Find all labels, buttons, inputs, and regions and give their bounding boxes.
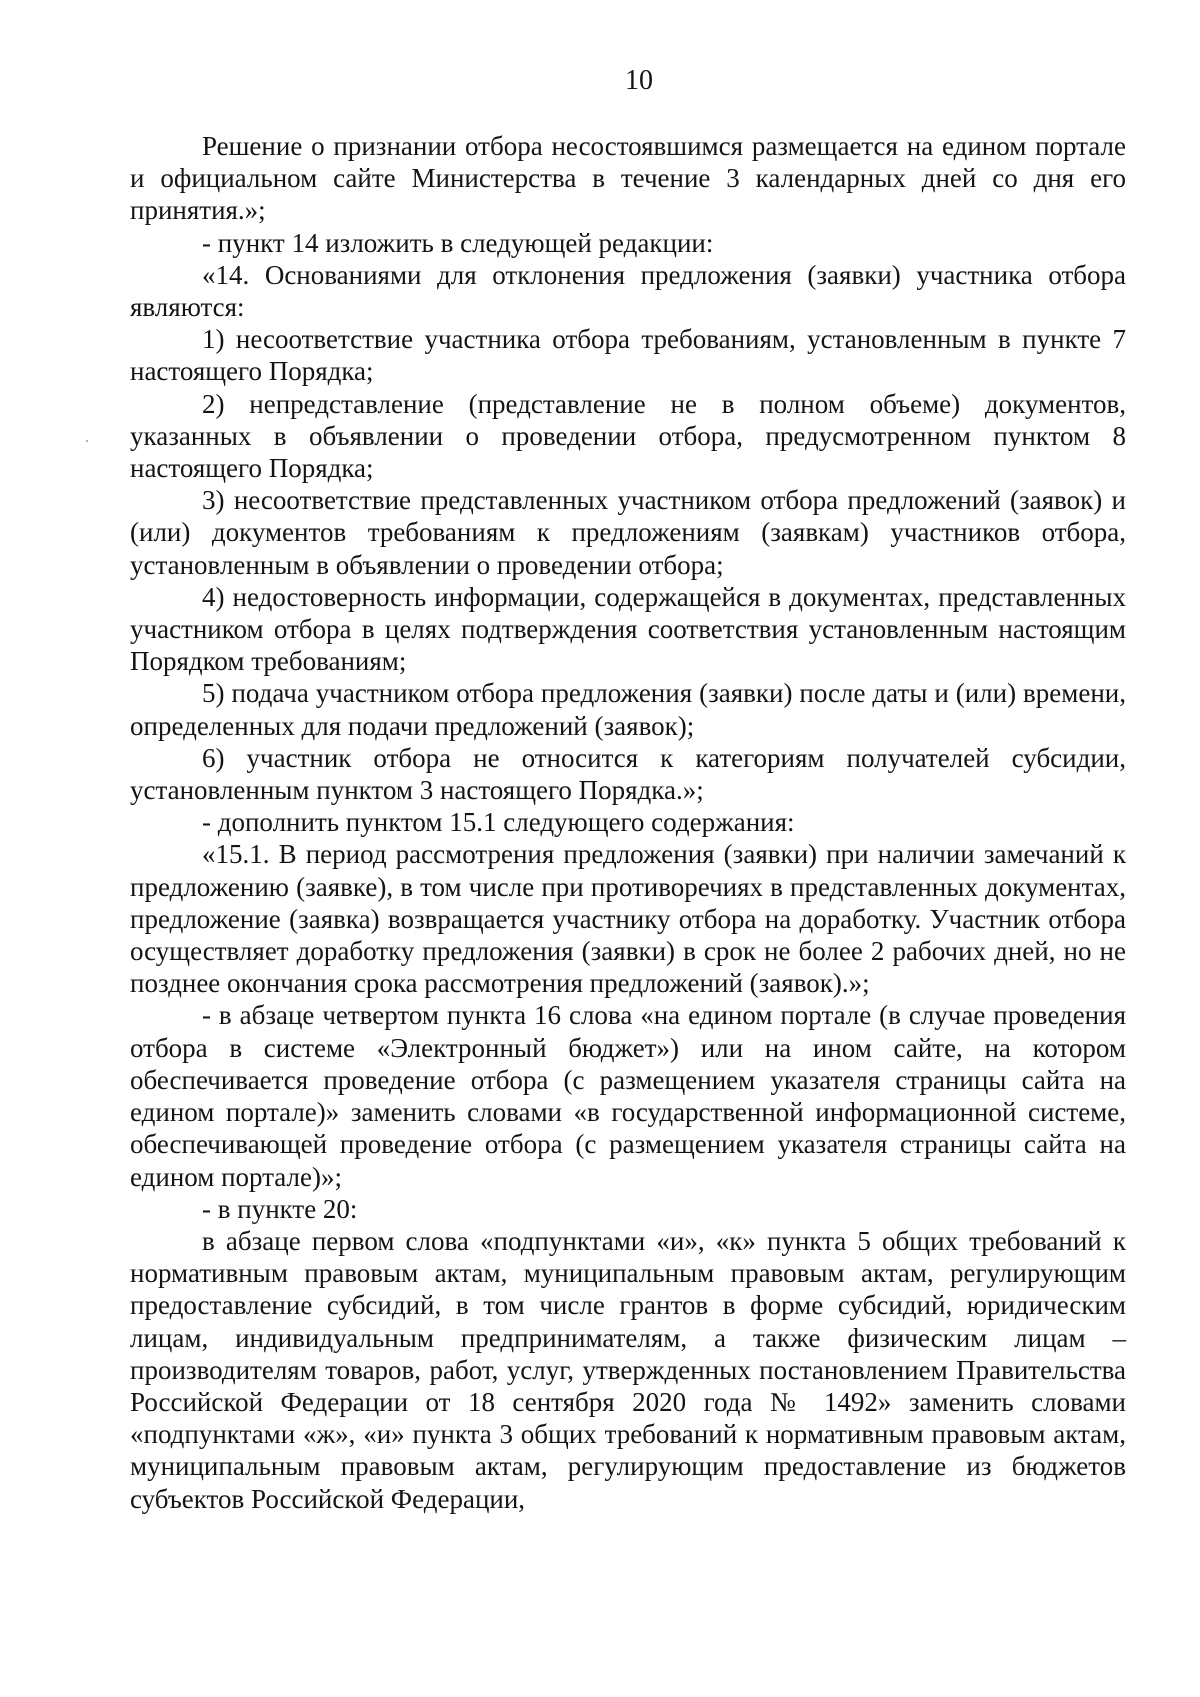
paragraph: 4) недостоверность информации, содержащейся в документах, представленных участником отбора в целях подтверждения соответствия установленным настоящим Порядком требованиям; — [130, 581, 1126, 677]
paragraph: 5) подача участником отбора предложения (заявки) после даты и (или) времени, определенных для подачи предложений (заявок); — [130, 678, 1126, 741]
paragraph: 2) непредставление (представление не в полном объеме) документов, указанных в объявлении о проведении отбора, предусмотренном пунктом 8 настоящего Порядка; — [130, 388, 1126, 484]
paragraph: 6) участник отбора не относится к категориям получателей субсидии, установленным пунктом 3 настоящего Порядка.»; — [130, 742, 1126, 806]
paragraph: Решение о признании отбора несостоявшимся размещается на едином портале и официальном сайте Министерства в течение 3 календарных дней со дня его принятия.»; — [130, 131, 1126, 226]
paragraph: «14. Основаниями для отклонения предложения (заявки) участника отбора являются: — [130, 259, 1126, 323]
page-number: 10 — [625, 65, 653, 96]
paragraph: - в абзаце четвертом пункта 16 слова «на едином портале (в случае проведения отбора в системе «Электронный бюджет») или на ином сайте, на котором обеспечивается проведение отбора (с размещением указателя страницы сайта на едином портале)» заменить словами «в государственной информационной системе, обеспечивающей проведение отбора (с размещением указателя страницы сайта на едином портале)»; — [130, 1000, 1126, 1192]
paragraph: 1) несоответствие участника отбора требованиям, установленным в пункте 7 настоящего Порядка; — [130, 324, 1126, 387]
scan-speck — [86, 440, 88, 442]
document-body — [130, 130, 1126, 1515]
paragraph: - в пункте 20: — [202, 1193, 358, 1224]
paragraph: - пункт 14 изложить в следующей редакции: — [202, 227, 714, 258]
paragraph: - дополнить пунктом 15.1 следующего содержания: — [202, 807, 795, 838]
paragraph: в абзаце первом слова «подпунктами «и», «к» пункта 5 общих требований к нормативным правовым актам, муниципальным правовым актам, регулирующим предоставление субсидий, в том числе грантов в форме субсидий, юридическим лицам, индивидуальным предпринимателям, а также физическим лицам – производителям товаров, работ, услуг, утвержденных постановлением Правительства Российской Федерации от 18 сентября 2020 года № 1492» заменить словами «подпунктами «ж», «и» пункта 3 общих требований к нормативным правовым актам, муниципальным правовым актам, регулирующим предоставление из бюджетов субъектов Российской Федерации, — [130, 1225, 1126, 1514]
paragraph: 3) несоответствие представленных участником отбора предложений (заявок) и (или) документов требованиям к предложениям (заявкам) участников отбора, установленным в объявлении о проведении отбора; — [130, 485, 1126, 580]
paragraph: «15.1. В период рассмотрения предложения (заявки) при наличии замечаний к предложению (заявке), в том числе при противоречиях в представленных документах, предложение (заявка) возвращается участнику отбора на доработку. Участник отбора осуществляет доработку предложения (заявки) в срок не более 2 рабочих дней, но не позднее окончания срока рассмотрения предложений (заявок).»; — [130, 839, 1126, 999]
